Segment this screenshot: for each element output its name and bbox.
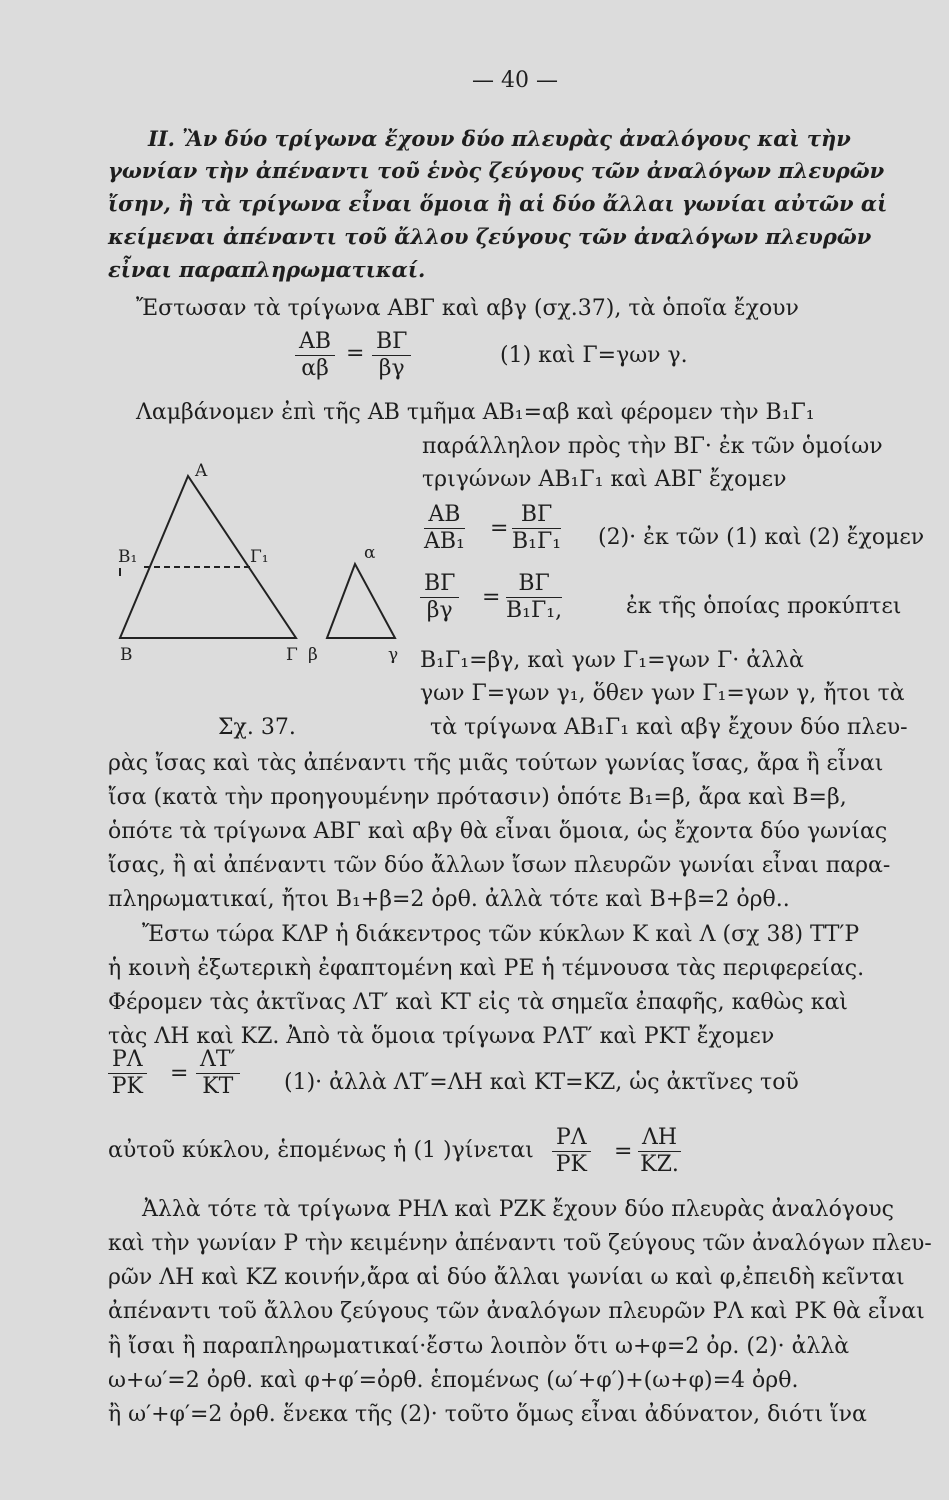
equals-sign: = <box>614 1139 633 1164</box>
denominator: ΚΖ. <box>640 1152 679 1177</box>
numerator: ΡΛ <box>108 1048 147 1074</box>
text-trig: τριγώνων ΑΒ₁Γ₁ καὶ ΑΒΓ ἔχομεν <box>422 467 787 492</box>
fraction-4b <box>196 1048 240 1099</box>
body-line-6: Ἔστω τώρα ΚΛΡ ἡ διάκεντρος τῶν κύκλων Κ καὶ Λ (σχ 38) ΤΤ′Ρ <box>142 922 860 947</box>
text-autou: αὐτοῦ κύκλου, ἑπομένως ἡ (1 )γίνεται <box>108 1138 534 1163</box>
numerator: ΒΓ <box>506 572 562 598</box>
theorem-line-1: II. Ἂν δύο τρίγωνα ἔχουν δύο πλευρὰς ἀναλόγους καὶ τὴν <box>148 126 851 151</box>
page-number: — 40 — <box>472 68 558 93</box>
body2-line-3: ρῶν ΛΗ καὶ ΚΖ κοινήν,ἄρα αἱ δύο ἄλλαι γωνίαι ω καὶ φ,ἐπειδὴ κεῖνται <box>108 1265 905 1290</box>
body2-line-2: καὶ τὴν γωνίαν Ρ τὴν κειμένην ἀπέναντι τοῦ ζεύγους τῶν ἀναλόγων πλευ- <box>108 1231 932 1256</box>
fraction-5b <box>638 1126 681 1177</box>
body-line-5: πληρωματικαί, ἤτοι Β₁+β=2 ὀρθ. ἀλλὰ τότε καὶ Β+β=2 ὀρθ.. <box>108 887 790 912</box>
body-line-8: Φέρομεν τὰς ἀκτῖνας ΛΤ′ καὶ ΚΤ εἰς τὰ σημεῖα ἐπαφῆς, καθὼς καὶ <box>108 990 848 1015</box>
formula-1-tail: (1) καὶ Γ=γων γ. <box>500 343 688 368</box>
fraction-3a <box>420 572 459 623</box>
label-B1: B₁ <box>118 547 138 567</box>
body-line-1: ρὰς ἴσας καὶ τὰς ἀπέναντι τῆς μιᾶς τούτων γωνίας ἴσας, ἄρα ἢ εἶναι <box>108 751 884 776</box>
fraction-3b <box>506 572 562 623</box>
equals-sign: = <box>482 585 501 610</box>
fraction-2a <box>424 503 465 554</box>
fraction-4a <box>108 1048 147 1099</box>
numerator: ΒΓ <box>420 572 459 598</box>
numerator: ΛΗ <box>638 1126 681 1152</box>
denominator: Β₁Γ₁, <box>506 598 563 623</box>
body2-line-1: Ἀλλὰ τότε τὰ τρίγωνα ΡΗΛ καὶ ΡΖΚ ἔχουν δύο πλευρὰς ἀναλόγους <box>142 1197 894 1222</box>
denominator: αβ <box>301 356 329 381</box>
label-B: B <box>120 645 133 663</box>
body2-line-6: ω+ω′=2 ὀρθ. καὶ φ+φ′=ὀρθ. ἑπομένως (ω′+φ′)+(ω+φ)=4 ὀρθ. <box>108 1368 799 1393</box>
theorem-line-4: κείμεναι ἀπέναντι τοῦ ἄλλου ζεύγους τῶν ἀναλόγων πλευρῶν <box>108 224 872 249</box>
figure-caption: Σχ. 37. <box>218 715 296 740</box>
label-b: β <box>308 645 318 663</box>
fraction-1a <box>295 330 335 381</box>
equals-sign: = <box>170 1061 189 1086</box>
body2-line-4: ἀπέναντι τοῦ ἄλλου ζεύγους τῶν ἀναλόγων πλευρῶν ΡΛ καὶ ΡΚ θὰ εἶναι <box>108 1299 925 1324</box>
body-line-4: ἴσας, ἢ αἱ ἀπέναντι τῶν δύο ἄλλων ἴσων πλευρῶν γωνίαι εἶναι παρα- <box>108 853 891 878</box>
formula-4-tail: (1)· ἀλλὰ ΛΤ′=ΛΗ καὶ ΚΤ=ΚΖ, ὡς ἀκτῖνες τοῦ <box>284 1070 799 1095</box>
body-line-3: ὁπότε τὰ τρίγωνα ΑΒΓ καὶ αβγ θὰ εἶναι ὅμοια, ὡς ἔχοντα δύο γωνίας <box>108 819 888 844</box>
denominator: βγ <box>378 356 405 381</box>
numerator: ΒΓ <box>372 330 411 356</box>
numerator: ΡΛ <box>552 1126 591 1152</box>
denominator: ΑΒ₁ <box>424 529 465 554</box>
fraction-2b <box>512 503 561 554</box>
denominator: ΡΚ <box>111 1074 143 1099</box>
text-ta: τὰ τρίγωνα ΑΒ₁Γ₁ καὶ αβγ ἔχουν δύο πλευ- <box>430 715 908 740</box>
formula-3-tail: ἐκ τῆς ὁποίας προκύπτει <box>626 594 902 619</box>
fraction-1b <box>372 330 411 381</box>
figure-37 <box>100 458 400 663</box>
text-gon: γων Γ=γων γ₁, ὅθεν γων Γ₁=γων γ, ἤτοι τὰ <box>420 681 905 706</box>
body2-line-5: ἢ ἴσαι ἢ παραπληρωματικαί·ἔστω λοιπὸν ὅτι ω+φ=2 ὀρ. (2)· ἀλλὰ <box>108 1334 850 1359</box>
equals-sign: = <box>490 516 509 541</box>
numerator: ΒΓ <box>512 503 561 529</box>
equals-sign: = <box>346 341 365 366</box>
text-par: παράλληλον πρὸς τὴν ΒΓ· ἐκ τῶν ὁμοίων <box>422 434 883 459</box>
label-g: γ <box>388 645 399 663</box>
text-estosan: Ἔστωσαν τὰ τρίγωνα ΑΒΓ καὶ αβγ (σχ.37), τὰ ὁποῖα ἔχουν <box>136 296 799 321</box>
body-line-9: τὰς ΛΗ καὶ ΚΖ. Ἀπὸ τὰ ὅμοια τρίγωνα ΡΛΤ′ καὶ ΡΚΤ ἔχομεν <box>108 1024 775 1049</box>
denominator: ΚΤ <box>202 1074 234 1099</box>
numerator: ΑΒ <box>295 330 335 356</box>
fraction-5a <box>552 1126 591 1177</box>
numerator: ΑΒ <box>424 503 465 529</box>
body-line-7: ἡ κοινὴ ἐξωτερικὴ ἐφαπτομένη καὶ ΡΕ ἡ τέμνουσα τὰς περιφερείας. <box>108 956 865 981</box>
triangle-abg <box>327 564 395 638</box>
formula-2-tail: (2)· ἐκ τῶν (1) καὶ (2) ἔχομεν <box>598 525 925 550</box>
theorem-line-2: γωνίαν τὴν ἀπέναντι τοῦ ἑνὸς ζεύγους τῶν ἀναλόγων πλευρῶν <box>108 158 885 183</box>
triangle-ABG <box>120 476 296 638</box>
text-lamb: Λαμβάνομεν ἐπὶ τῆς ΑΒ τμῆμα ΑΒ₁=αβ καὶ φέρομεν τὴν Β₁Γ₁ <box>136 400 815 425</box>
denominator: βγ <box>426 598 453 623</box>
label-a: α <box>364 543 376 563</box>
label-G1: Γ₁ <box>250 547 269 567</box>
denominator: ΡΚ <box>555 1152 587 1177</box>
theorem-line-5: εἶναι παραπληρωματικαί. <box>108 257 426 282</box>
theorem-line-3: ἴσην, ἢ τὰ τρίγωνα εἶναι ὅμοια ἢ αἱ δύο ἄλλαι γωνίαι αὐτῶν αἱ <box>108 191 888 216</box>
body2-line-7: ἢ ω′+φ′=2 ὀρθ. ἕνεκα τῆς (2)· τοῦτο ὅμως εἶναι ἀδύνατον, διότι ἵνα <box>108 1402 867 1427</box>
body-line-2: ἴσα (κατὰ τὴν προηγουμένην πρότασιν) ὁπότε Β₁=β, ἄρα καὶ Β=β, <box>108 785 847 810</box>
text-b1g1: Β₁Γ₁=βγ, καὶ γων Γ₁=γων Γ· ἀλλὰ <box>420 648 804 673</box>
label-A: A <box>195 461 208 481</box>
denominator: Β₁Γ₁ <box>512 529 562 554</box>
label-G: Γ <box>286 645 298 663</box>
numerator: ΛΤ′ <box>196 1048 240 1074</box>
